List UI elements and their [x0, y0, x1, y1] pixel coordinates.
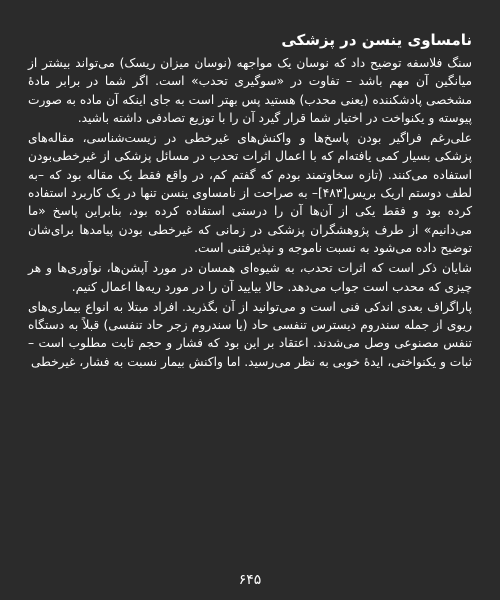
paragraph-2-text-after: – به صراحت از نامساوی ینسن تنها در یک کاربرد استفاده کرده بود و فقط یکی از آن‌ها آن را درستی استفاده کرده بود، بنابراین پاسخ «ما می‌دانیم» از طرف پژوهشگران پزشکی در زمانی که غیرخطی بودن پیامدها برای‌شان توضیح داده می‌شود به نسبت ناموجه و نپذیرفتنی است.	[28, 186, 472, 255]
document-page	[28, 30, 472, 600]
paragraph-2	[28, 129, 472, 257]
page-title: نامساوی ینسن در پزشکی	[281, 31, 472, 49]
paragraph-3: شایان ذکر است که اثرات تحدب، به شیوه‌ای همسان در مورد آپشن‌ها، نوآوری‌ها و هر چیزی که محدب است جواب می‌دهد. حالا بیایید آن را در مورد ریه‌ها اعمال کنیم.	[28, 261, 472, 294]
page-number: ۶۴۵	[238, 572, 262, 588]
citation-reference[interactable]: [۴۸۳]	[317, 186, 348, 201]
paragraph-4: پاراگراف بعدی اندکی فنی است و می‌توانید از آن بگذرید. افراد مبتلا به انواع بیماری‌های ریوی از جمله سندروم دیسترس تنفسی حاد (یا سندروم زجر حاد تنفسی) قبلاً به دستگاه تنفس مصنوعی وصل می‌شدند. اعتقاد بر این بود که فشار و حجم ثابت مطلوب است – ثبات و یکنواختی، ایدهٔ خوبی به نظر می‌رسید. اما واکنش بیمار نسبت به فشار، غیرخطی	[28, 299, 472, 369]
paragraph-2-text-before: علی‌رغم فراگیر بودن پاسخ‌ها و واکنش‌های غیرخطی در زیست‌شناسی، مقاله‌های پزشکی بسیار کمی یافته‌ام که با اعمال اثرات تحدب در مسائل پزشکی از غیرخطی‌بودن استفاده می‌کنند. (تازه سخاوتمند بودم که گفتم کم، در واقع فقط یک مقاله بود که –به لطف دوستم اریک بریس	[28, 131, 472, 201]
paragraph-1: سنگ فلاسفه توضیح داد که نوسان یک مواجهه (نوسان میزان ریسک) می‌تواند بیشتر از میانگین آن مهم باشد – تفاوت در «سوگیری تحدب» است. اگر شما در برابر مادهٔ مشخصی پادشکننده (یعنی محدب) هستید پس بهتر است به جای اینکه آن ماده به صورت پیوسته و یکنواخت در اختیار شما قرار گیرد آن را با توزیع تصادفی داشته باشید.	[28, 56, 472, 125]
